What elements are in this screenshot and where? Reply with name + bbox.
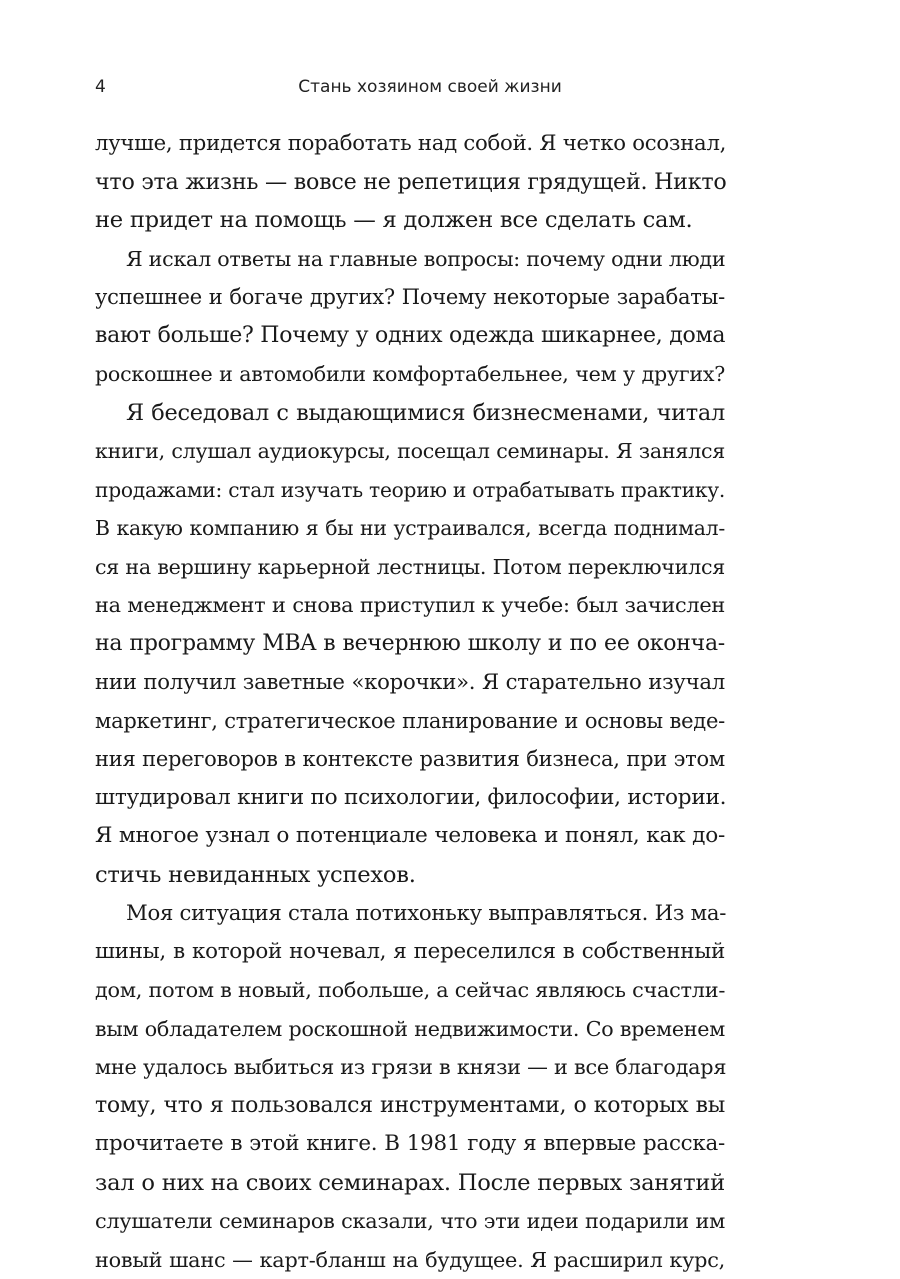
book-title: Стань хозяином своей жизни [95,74,725,100]
paragraph-2 [95,240,725,394]
text-line: лучше, придется поработать над собой. Я четко осознал, [95,124,725,163]
text-line: слушатели семинаров сказали, что эти идеи подарили им [95,1202,725,1241]
text-line: на программу MBA в вечернюю школу и по ее оконча- [95,625,725,664]
text-line: Я многое узнал о потенциале человека и понял, как до- [95,817,725,856]
text-line: маркетинг, стратегическое планирование и основы веде- [95,702,725,741]
text-line: Я беседовал с выдающимися бизнесменами, читал [95,394,725,433]
text-line: Я искал ответы на главные вопросы: почему одни люди [95,240,725,279]
running-head [95,74,725,100]
text-line: ния переговоров в контексте развития бизнеса, при этом [95,740,725,779]
text-line: что эта жизнь — вовсе не репетиция грядущей. Никто [95,163,725,202]
text-line: тому, что я пользовался инструментами, о которых вы [95,1087,725,1126]
text-line: ся на вершину карьерной лестницы. Потом переключился [95,548,725,587]
text-line: на менеджмент и снова приступил к учебе: был зачислен [95,586,725,625]
paragraph-4 [95,894,725,1279]
text-line: не придет на помощь — я должен все сделать сам. [95,201,725,240]
text-line: стичь невиданных успехов. [95,856,725,895]
text-line: вают больше? Почему у одних одежда шикарнее, дома [95,317,725,356]
text-line: новый шанс — карт-бланш на будущее. Я расширил курс, [95,1241,725,1279]
text-line: В какую компанию я бы ни устраивался, всегда поднимал- [95,509,725,548]
text-line: штудировал книги по психологии, философии, истории. [95,779,725,818]
paragraph-3 [95,394,725,895]
text-line: дом, потом в новый, побольше, а сейчас являюсь счастли- [95,971,725,1010]
text-line: книги, слушал аудиокурсы, посещал семинары. Я занялся [95,432,725,471]
text-line: шины, в которой ночевал, я переселился в собственный [95,933,725,972]
paragraph-1 [95,124,725,240]
text-line: продажами: стал изучать теорию и отрабатывать практику. [95,471,725,510]
text-line: мне удалось выбиться из грязи в князи — и все благодаря [95,1048,725,1087]
text-line: нии получил заветные «корочки». Я старательно изучал [95,663,725,702]
text-line: успешнее и богаче других? Почему некоторые зарабаты- [95,278,725,317]
text-line: роскошнее и автомобили комфортабельнее, чем у других? [95,355,725,394]
page-number: 4 [95,74,106,100]
text-line: зал о них на своих семинарах. После первых занятий [95,1164,725,1203]
text-line: Моя ситуация стала потихоньку выправляться. Из ма- [95,894,725,933]
text-line: прочитаете в этой книге. В 1981 году я впервые расска- [95,1125,725,1164]
body-text [95,124,725,1279]
text-line: вым обладателем роскошной недвижимости. Со временем [95,1010,725,1049]
